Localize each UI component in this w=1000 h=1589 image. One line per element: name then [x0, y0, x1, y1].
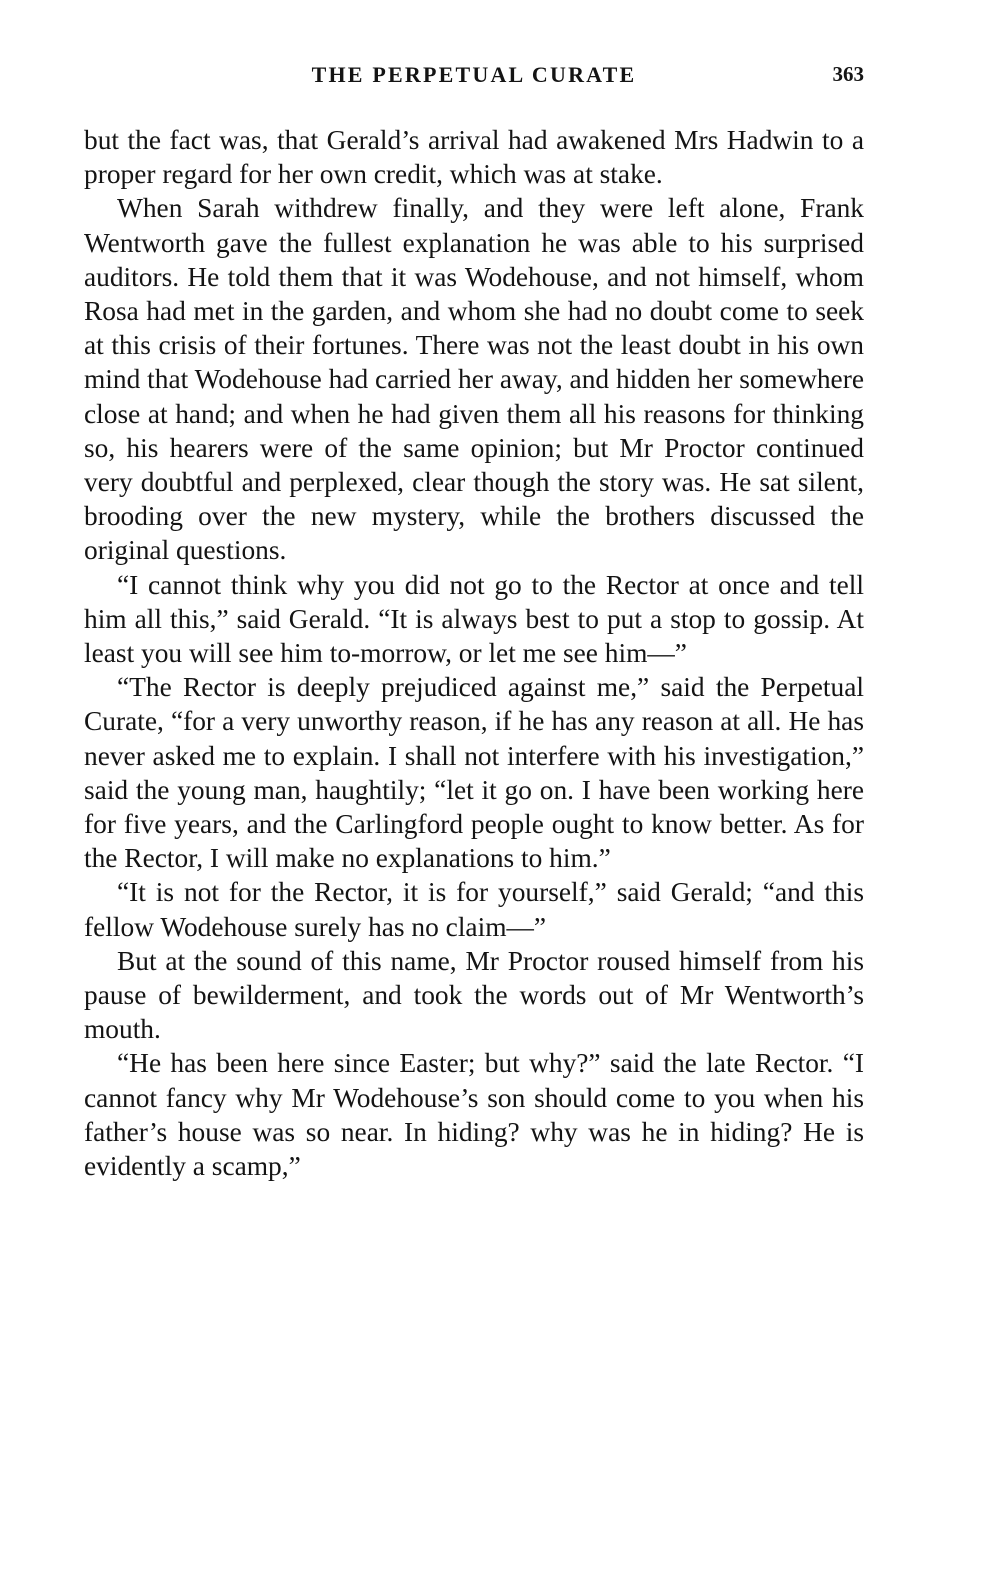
- paragraph-3: “I cannot think why you did not go to the Rector at once and tell him all this,” said Gerald. “It is always best to put a stop to gossip. At least you will see him to-morrow, or let me see him—”: [84, 569, 864, 669]
- paragraph-4: “The Rector is deeply prejudiced against me,” said the Perpetual Curate, “for a very unworthy reason, if he has any reason at all. He has never asked me to explain. I shall not interfere with his investigation,” said the young man, haughtily; “let it go on. I have been working here for five years, and the Carlingford people ought to know better. As for the Rector, I will make no explanations to him.”: [84, 672, 864, 874]
- running-title: THE PERPETUAL CURATE: [311, 62, 637, 87]
- paragraph-6: But at the sound of this name, Mr Proctor roused himself from his pause of bewilderment, and took the words out of Mr Wentworth’s mouth.: [84, 945, 864, 1045]
- body-text: [84, 123, 864, 1183]
- paragraph-7: “He has been here since Easter; but why?” said the late Rector. “I cannot fancy why Mr Wodehouse’s son should come to you when his father’s house was so near. In hiding? why was he in hiding? He is evidently a scamp,”: [84, 1048, 864, 1182]
- page-number: 363: [832, 62, 864, 86]
- paragraph-1: but the fact was, that Gerald’s arrival had awakened Mrs Hadwin to a proper regard for her own credit, which was at stake.: [84, 125, 864, 190]
- page-header: [84, 62, 864, 96]
- paragraph-5: “It is not for the Rector, it is for yourself,” said Gerald; “and this fellow Wodehouse surely has no claim—”: [84, 877, 864, 942]
- paragraph-2: When Sarah withdrew finally, and they were left alone, Frank Wentworth gave the fullest explanation he was able to his surprised auditors. He told them that it was Wodehouse, and not himself, whom Rosa had met in the garden, and whom she had no doubt come to seek at this crisis of their fortunes. There was not the least doubt in his own mind that Wodehouse had carried her away, and hidden her somewhere close at hand; and when he had given them all his reasons for thinking so, his hearers were of the same opinion; but Mr Proctor continued very doubtful and perplexed, clear though the story was. He sat silent, brooding over the new mystery, while the brothers discussed the original questions.: [84, 193, 864, 566]
